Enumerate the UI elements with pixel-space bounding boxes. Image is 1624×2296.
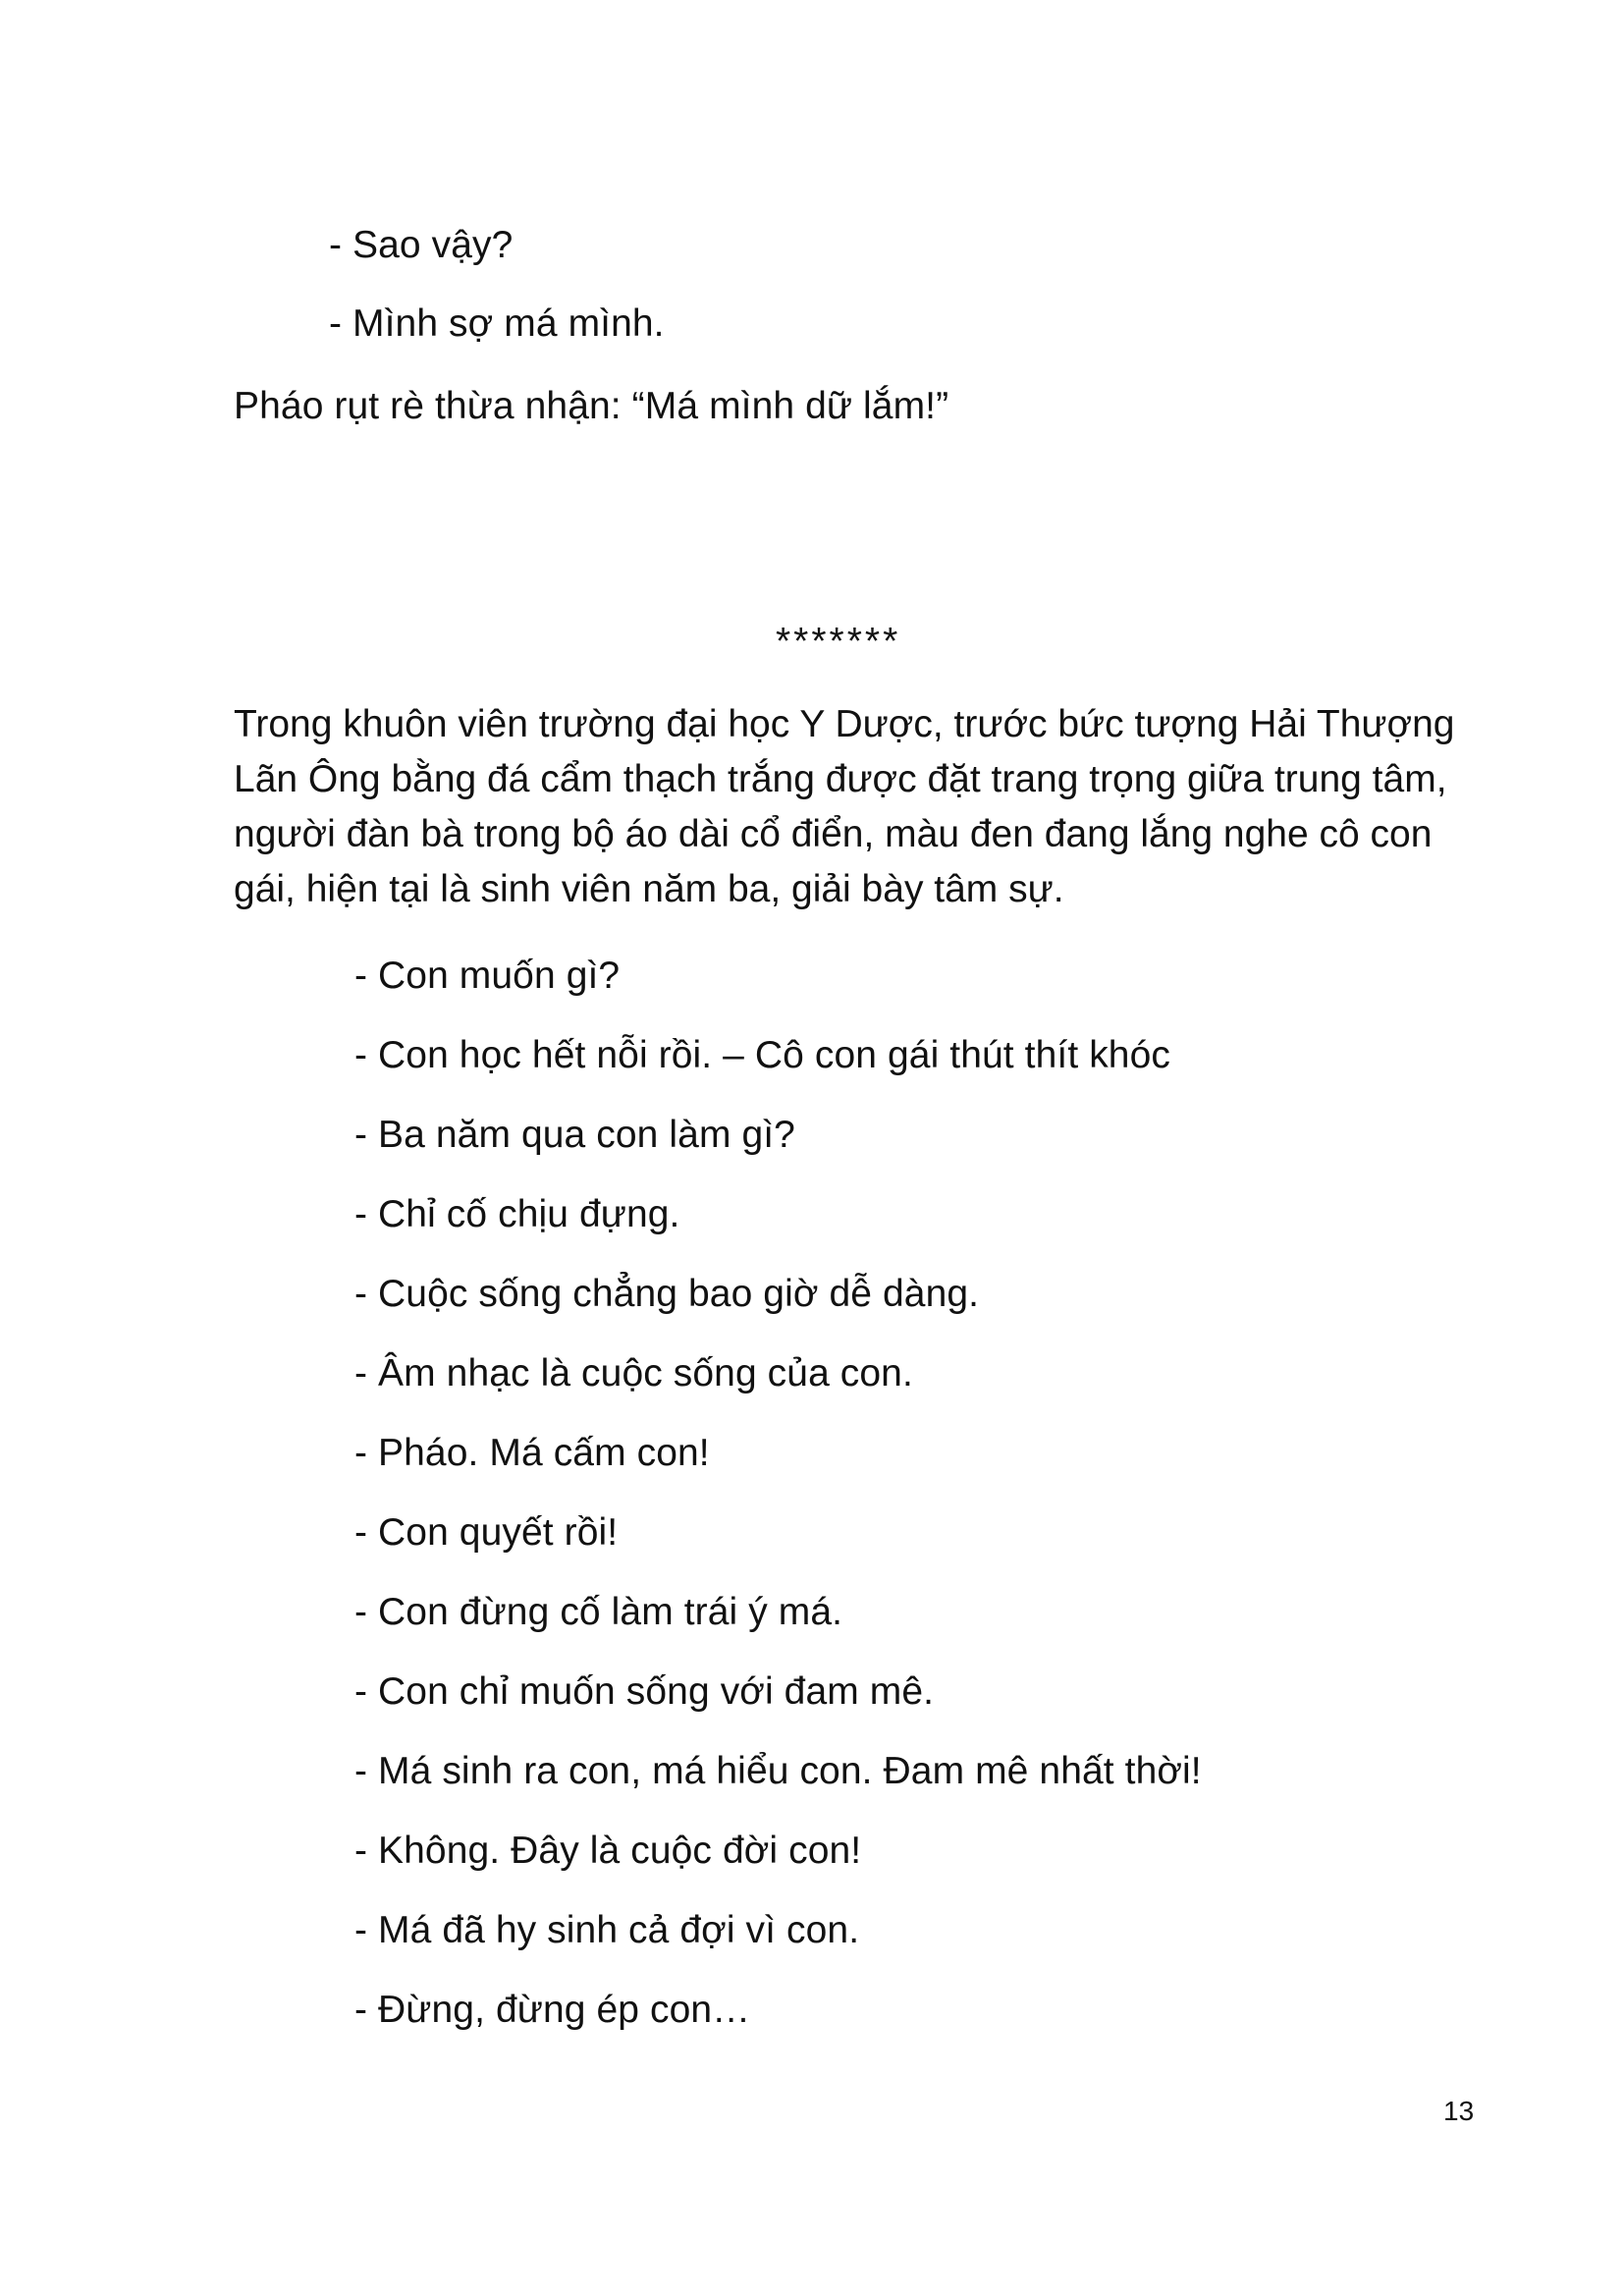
dialog-line: - Không. Đây là cuộc đời con! bbox=[354, 1830, 862, 1872]
dialog-line: - Con quyết rồi! bbox=[354, 1511, 619, 1554]
paragraph-line: Trong khuôn viên trường đại học Y Dược, trước bức tượng Hải Thượng bbox=[234, 703, 1455, 745]
dialog-line: - Chỉ cố chịu đựng. bbox=[354, 1193, 680, 1235]
dialog-line: - Má đã hy sinh cả đợi vì con. bbox=[354, 1909, 860, 1951]
paragraph-line: gái, hiện tại là sinh viên năm ba, giải bày tâm sự. bbox=[234, 868, 1064, 910]
dialog-line: - Ba năm qua con làm gì? bbox=[354, 1114, 795, 1156]
dialog-line: - Sao vậy? bbox=[329, 224, 514, 266]
dialog-line: - Đừng, đừng ép con… bbox=[354, 1989, 751, 2031]
dialog-line: - Âm nhạc là cuộc sống của con. bbox=[354, 1352, 913, 1394]
paragraph-line: Lãn Ông bằng đá cẩm thạch trắng được đặt trang trọng giữa trung tâm, bbox=[234, 758, 1447, 800]
narration-line: Pháo rụt rè thừa nhận: “Má mình dữ lắm!” bbox=[234, 385, 949, 427]
dialog-line: - Con đừng cố làm trái ý má. bbox=[354, 1591, 843, 1633]
section-separator: ******* bbox=[776, 621, 901, 663]
narrative-paragraph bbox=[234, 697, 1490, 917]
dialog-line: - Con học hết nỗi rồi. – Cô con gái thút thít khóc bbox=[354, 1034, 1170, 1076]
dialog-line: - Mình sợ má mình. bbox=[329, 302, 665, 345]
dialog-line: - Má sinh ra con, má hiểu con. Đam mê nhất thời! bbox=[354, 1750, 1202, 1792]
dialog-line: - Cuộc sống chẳng bao giờ dễ dàng. bbox=[354, 1273, 980, 1315]
dialog-line: - Pháo. Má cấm con! bbox=[354, 1432, 710, 1474]
page-number: 13 bbox=[1443, 2096, 1475, 2126]
dialog-line: - Con chỉ muốn sống với đam mê. bbox=[354, 1670, 935, 1713]
paragraph-line: người đàn bà trong bộ áo dài cổ điển, màu đen đang lắng nghe cô con bbox=[234, 813, 1433, 855]
dialog-line: - Con muốn gì? bbox=[354, 955, 621, 997]
